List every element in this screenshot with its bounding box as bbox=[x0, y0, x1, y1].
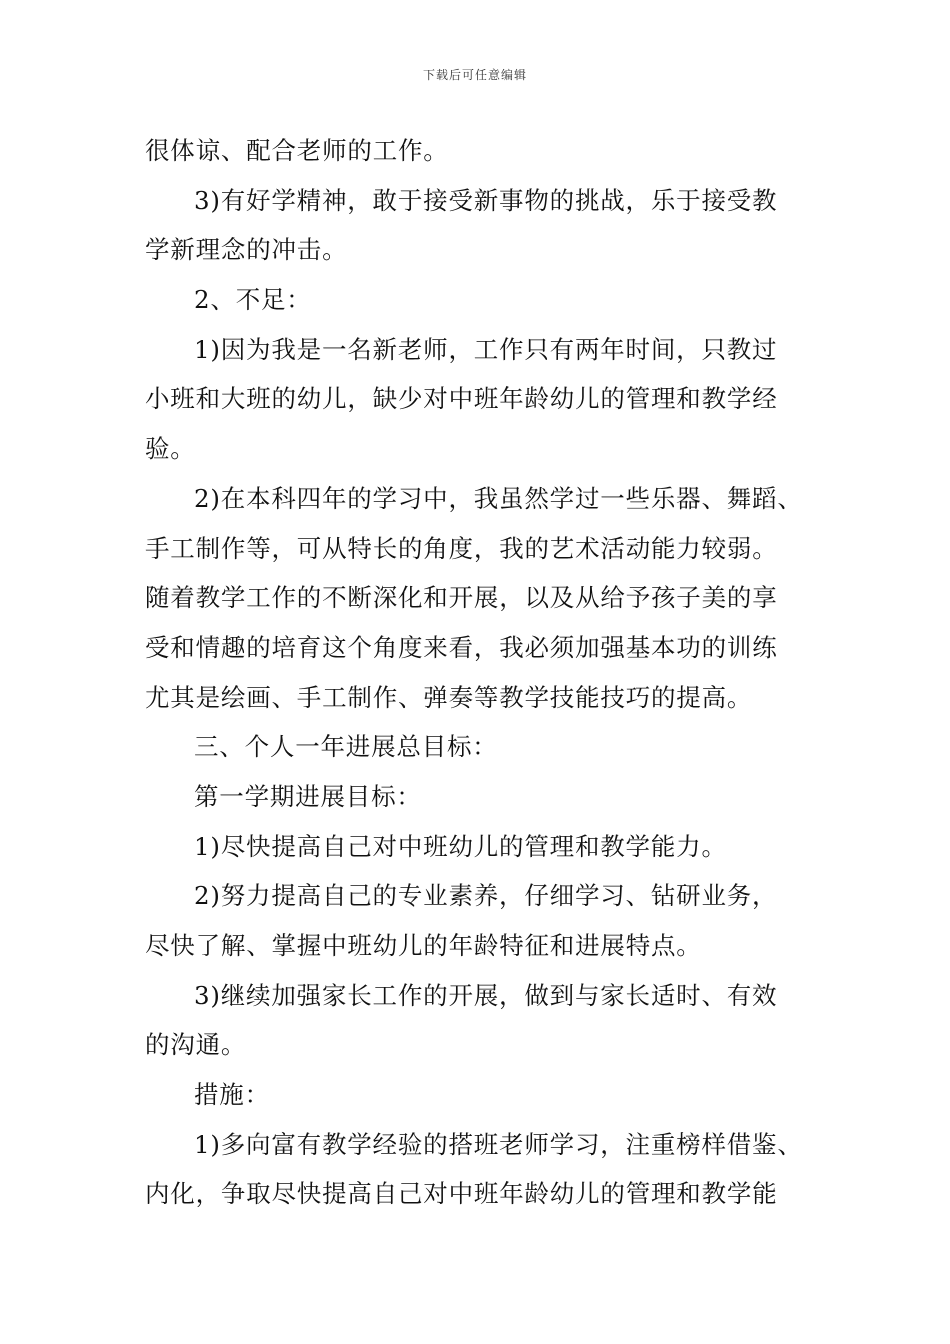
text-line: 1)多向富有教学经验的搭班老师学习，注重榜样借鉴、 bbox=[194, 1129, 803, 1159]
text-line: 第一学期进展目标： bbox=[194, 781, 422, 811]
text-line: 很体谅、配合老师的工作。 bbox=[145, 136, 449, 165]
text-line: 小班和大班的幼儿，缺少对中班年龄幼儿的管理和教学经 bbox=[145, 384, 778, 414]
text-line: 1)因为我是一名新老师，工作只有两年时间，只教过 bbox=[194, 334, 778, 364]
text-line: 学新理念的冲击。 bbox=[145, 235, 348, 265]
text-line: 三、个人一年进展总目标： bbox=[194, 732, 498, 762]
text-line: 验。 bbox=[145, 434, 196, 464]
page-header-note: 下载后可任意编辑 bbox=[422, 68, 527, 82]
text-line: 内化，争取尽快提高自己对中班年龄幼儿的管理和教学能 bbox=[145, 1179, 778, 1209]
text-line: 的沟通。 bbox=[145, 1030, 247, 1060]
text-line: 尤其是绘画、手工制作、弹奏等教学技能技巧的提高。 bbox=[145, 682, 753, 712]
text-line: 3)继续加强家长工作的开展，做到与家长适时、有效 bbox=[194, 980, 778, 1010]
text-line: 受和情趣的培育这个角度来看，我必须加强基本功的训练 bbox=[145, 632, 778, 662]
text-line: 手工制作等，可从特长的角度，我的艺术活动能力较弱。 bbox=[145, 533, 778, 563]
text-line: 1)尽快提高自己对中班幼儿的管理和教学能力。 bbox=[194, 831, 727, 861]
text-line: 2、不足： bbox=[194, 285, 312, 315]
text-line: 2)努力提高自己的专业素养，仔细学习、钻研业务， bbox=[194, 881, 778, 911]
text-line: 尽快了解、掌握中班幼儿的年龄特征和进展特点。 bbox=[145, 931, 702, 960]
text-line: 措施： bbox=[194, 1080, 270, 1110]
text-line: 3)有好学精神，敢于接受新事物的挑战，乐于接受教 bbox=[194, 185, 778, 215]
text-line: 随着教学工作的不断深化和开展，以及从给予孩子美的享 bbox=[145, 583, 778, 613]
document-body bbox=[145, 126, 835, 1219]
text-line: 2)在本科四年的学习中，我虽然学过一些乐器、舞蹈、 bbox=[194, 483, 803, 513]
